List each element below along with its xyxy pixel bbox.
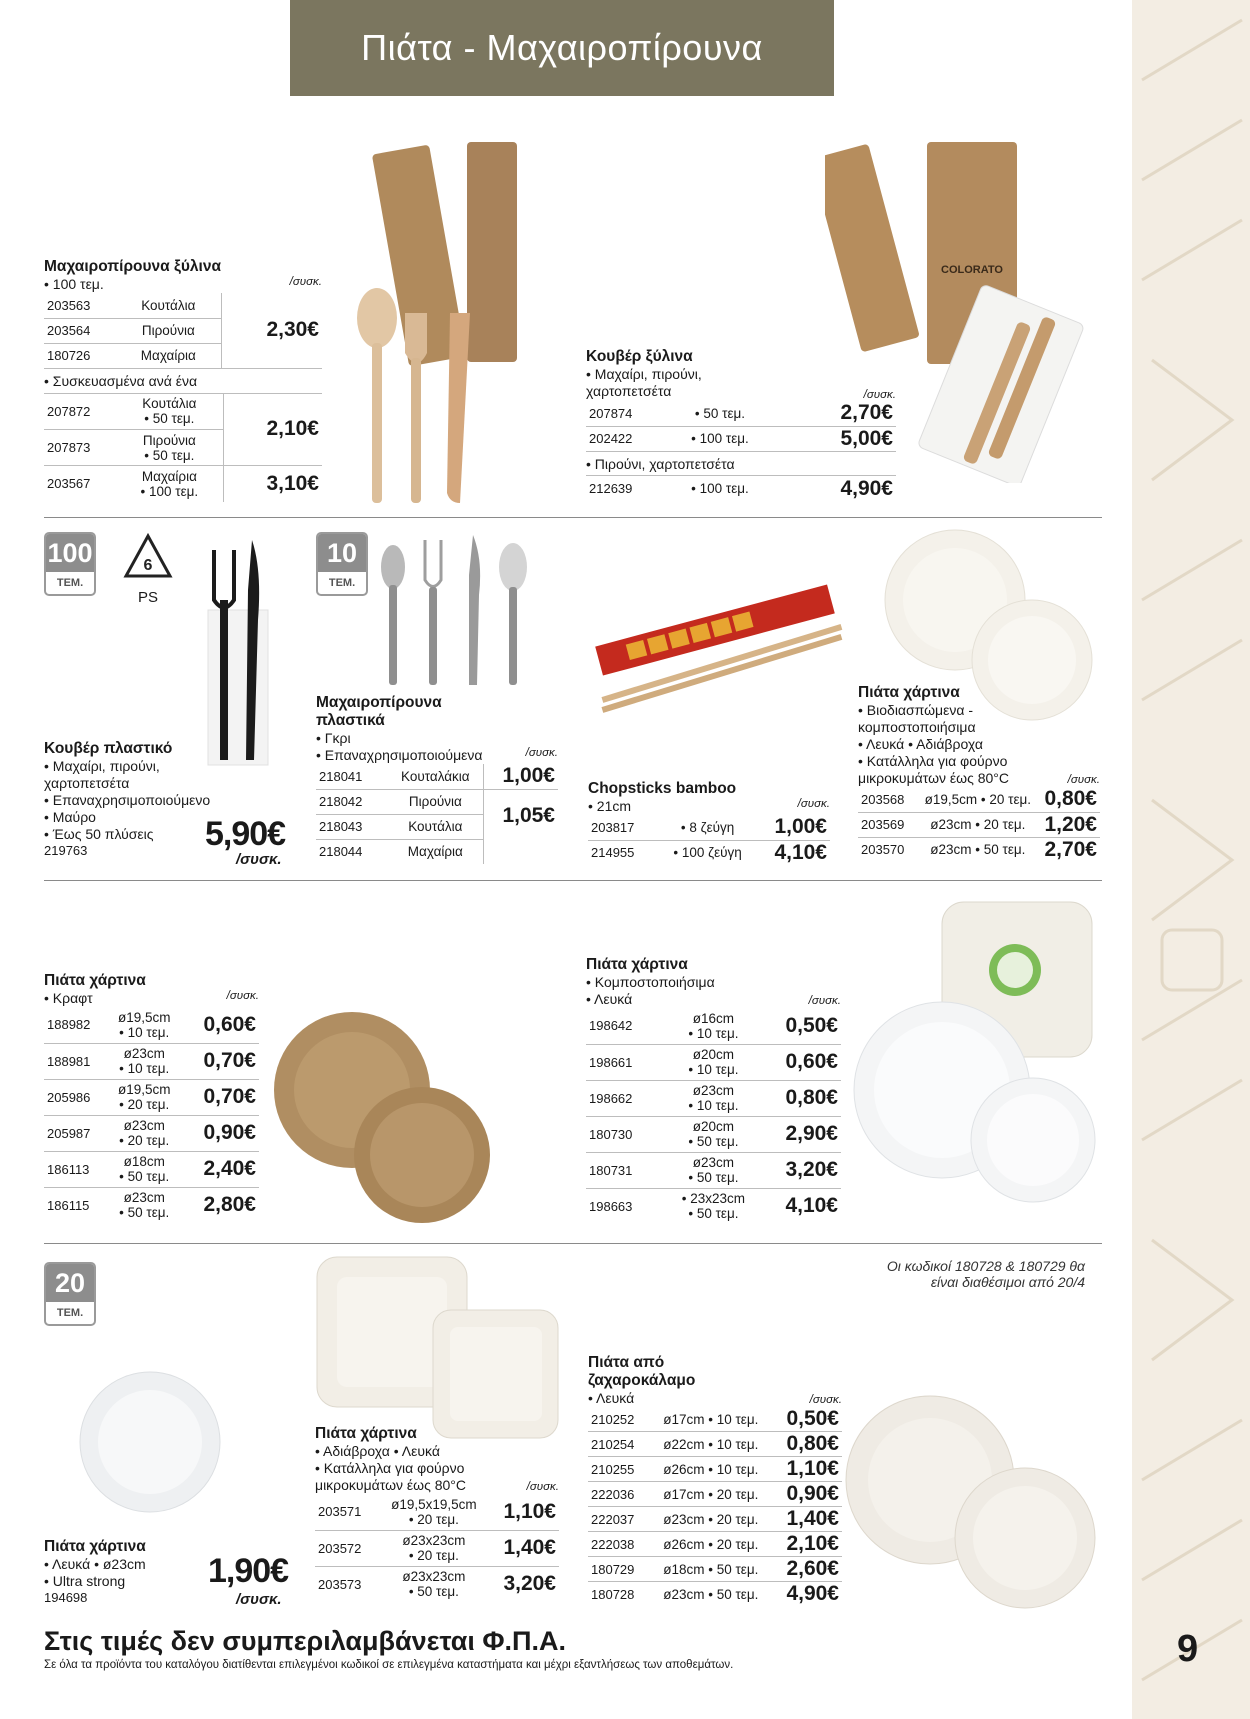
plastic-cutlery-section xyxy=(316,694,558,864)
badge-label: ΤΕΜ. xyxy=(56,577,84,589)
section-title: ζαχαροκάλαμο xyxy=(588,1372,696,1389)
product-qty xyxy=(379,1530,489,1566)
product-code: 222037 xyxy=(588,1507,650,1532)
price: 4,90€ xyxy=(840,476,893,500)
unit-label: /συσκ. xyxy=(289,276,322,288)
product-count: • 50 τεμ. xyxy=(688,1170,739,1185)
price-table xyxy=(44,293,322,369)
section-title: Πιάτα χάρτινα xyxy=(315,1425,417,1442)
table-row xyxy=(588,840,830,865)
product-code: 218042 xyxy=(316,789,388,814)
product-qty: ø26cm • 10 τεμ. xyxy=(650,1457,772,1482)
product-qty: ø17cm • 10 τεμ. xyxy=(650,1407,772,1432)
square-plates-section xyxy=(315,1425,559,1602)
table-row xyxy=(588,1407,842,1432)
product-code: 186113 xyxy=(44,1151,106,1187)
table-row xyxy=(586,1116,841,1152)
table-row xyxy=(316,789,558,814)
product-size: ø19,5x19,5cm xyxy=(391,1496,477,1512)
price: 0,50€ xyxy=(772,1407,842,1432)
product-code: 203570 xyxy=(861,842,905,858)
product-count: • 10 τεμ. xyxy=(119,1061,170,1076)
product-qty xyxy=(666,1188,761,1224)
table-row xyxy=(44,466,322,502)
table-row xyxy=(858,812,1100,837)
bullet: • Γκρι xyxy=(316,730,351,746)
kraft-plates-image xyxy=(272,1010,502,1225)
unit-label: /συσκ. xyxy=(526,1481,559,1493)
price: 0,80€ xyxy=(772,1432,842,1457)
product-count: • 20 τεμ. xyxy=(119,1133,170,1148)
unit-label: /συσκ. xyxy=(525,747,558,759)
product-size: ø16cm xyxy=(692,1010,735,1026)
product-qty: • 100 τεμ. xyxy=(691,481,749,496)
product-size: ø23x23cm xyxy=(402,1569,466,1585)
product-size: ø23cm xyxy=(692,1083,735,1098)
availability-note xyxy=(770,1258,1085,1290)
product-qty xyxy=(379,1566,489,1602)
price-table xyxy=(44,1007,259,1223)
table-row xyxy=(588,1457,842,1482)
product-code: 222036 xyxy=(588,1482,650,1507)
product-qty xyxy=(666,1080,761,1116)
product-code: 203573 xyxy=(318,1576,362,1592)
product-code: 203568 xyxy=(858,787,918,812)
product-qty: • 8 ζεύγη xyxy=(660,815,755,840)
product-size: ø23x23cm xyxy=(402,1533,466,1548)
product-code: 210254 xyxy=(588,1432,650,1457)
product-code: 198661 xyxy=(586,1044,666,1080)
product-code: 205986 xyxy=(44,1079,106,1115)
price-table xyxy=(588,815,830,865)
brand-label: COLORATO xyxy=(941,264,1003,276)
product-desc: Πιρούνια xyxy=(116,318,221,343)
table-row xyxy=(586,476,896,502)
price: 1,00€ xyxy=(755,815,830,840)
section-title: πλαστικά xyxy=(316,712,385,729)
price-table xyxy=(316,764,558,864)
unit-label: /συσκ. xyxy=(808,995,841,1007)
product-code: 212639 xyxy=(589,481,633,496)
bullet: κομποστοποιήσιμα xyxy=(858,719,976,735)
bullet: • Επαναχρησιμοποιούμενα xyxy=(316,747,483,763)
price: 2,40€ xyxy=(182,1151,259,1187)
price: 5,00€ xyxy=(782,426,896,451)
kraft-plates-section xyxy=(44,972,259,1223)
table-row xyxy=(586,401,896,426)
bullet: • Κραφτ xyxy=(44,990,93,1006)
price: 0,60€ xyxy=(761,1044,841,1080)
product-code: 198663 xyxy=(589,1198,633,1214)
table-row xyxy=(316,764,558,789)
product-desc: Μαχαίρια xyxy=(116,343,221,368)
product-code: 210255 xyxy=(588,1457,650,1482)
product-qty xyxy=(106,1007,182,1043)
table-row xyxy=(586,1008,841,1044)
price: 5,90€ xyxy=(205,815,286,853)
product-qty: ø23cm • 50 τεμ. xyxy=(663,1586,759,1602)
bullet: • Λευκά xyxy=(588,1390,635,1406)
table-row xyxy=(315,1566,559,1602)
product-size: ø23cm xyxy=(123,1190,165,1206)
price: 2,70€ xyxy=(1044,837,1097,861)
unit-label: /συσκ. xyxy=(236,1591,282,1608)
note-line: Οι κωδικοί 180728 & 180729 θα xyxy=(886,1258,1085,1274)
bullet: • Λευκά xyxy=(586,991,633,1007)
section-title: Μαχαιροπίρουνα xyxy=(316,694,442,711)
product-code: 198642 xyxy=(586,1008,666,1044)
bullet: μικροκυμάτων έως 80°C xyxy=(858,770,1009,786)
product-code: 203571 xyxy=(315,1494,379,1530)
product-qty xyxy=(106,1115,182,1151)
table-row xyxy=(858,787,1100,812)
bullet: • Μαύρο xyxy=(44,809,96,825)
price: 0,90€ xyxy=(772,1482,842,1507)
section-title: Πιάτα χάρτινα xyxy=(858,684,960,701)
product-desc: Κουταλάκια xyxy=(388,764,483,789)
price-table xyxy=(588,1407,842,1606)
product-code: 180728 xyxy=(591,1586,635,1602)
product-qty xyxy=(379,1494,489,1530)
product-code: 218043 xyxy=(316,814,388,839)
price: 4,10€ xyxy=(774,840,827,864)
product-desc: Κουτάλια xyxy=(116,293,221,318)
product-qty: ø17cm • 20 τεμ. xyxy=(650,1482,772,1507)
product-count: • 20 τεμ. xyxy=(119,1097,170,1112)
bullet: • Βιοδιασπώμενα - xyxy=(858,702,974,718)
product-size: ø23cm xyxy=(123,1118,165,1133)
price: 1,40€ xyxy=(772,1507,842,1532)
product-size: ø19,5cm xyxy=(117,1082,171,1097)
strong-plate-image xyxy=(78,1370,223,1515)
bullet: • Λευκά • Αδιάβροχα xyxy=(858,736,983,752)
product-qty: ø26cm • 20 τεμ. xyxy=(650,1532,772,1557)
badge-number: 10 xyxy=(318,534,366,572)
product-qty: ø23cm • 20 τεμ. xyxy=(918,812,1038,837)
product-count: • 50 τεμ. xyxy=(119,1169,170,1184)
product-code: 180726 xyxy=(44,343,116,368)
product-qty xyxy=(106,1151,182,1187)
product-count: • 10 τεμ. xyxy=(119,1024,170,1040)
unit-label: /συσκ. xyxy=(863,389,896,401)
product-qty: ø22cm • 10 τεμ. xyxy=(650,1432,772,1457)
bullet: • Μαχαίρι, πιρούνι, xyxy=(586,366,702,382)
bio-plates-section xyxy=(858,684,1100,862)
decorative-side-strip xyxy=(1132,0,1250,1719)
bullet: • 100 τεμ. xyxy=(44,276,104,292)
product-qty: ø23cm • 50 τεμ. xyxy=(930,842,1026,858)
bullet: • Συσκευασμένα ανά ένα xyxy=(44,369,322,394)
product-size: ø23cm xyxy=(692,1155,735,1170)
section-title: Πιάτα από xyxy=(588,1354,665,1371)
section-title: Κουβέρ ξύλινα xyxy=(586,348,693,365)
price-table xyxy=(858,787,1100,862)
unit-label: /συσκ. xyxy=(1067,774,1100,786)
badge-number: 20 xyxy=(46,1264,94,1302)
product-size: ø19,5cm xyxy=(117,1009,171,1025)
page-number: 9 xyxy=(1177,1628,1199,1670)
recycle-label: PS xyxy=(137,589,158,606)
product-code: 202422 xyxy=(586,426,658,451)
section-title: Κουβέρ πλαστικό xyxy=(44,740,173,757)
bullet: • Λευκά • ø23cm xyxy=(44,1556,146,1572)
product-desc: Μαχαίρια xyxy=(407,844,463,860)
table-row xyxy=(44,1115,259,1151)
price: 0,80€ xyxy=(1038,787,1100,812)
product-qty: ø23cm • 20 τεμ. xyxy=(650,1507,772,1532)
table-row xyxy=(586,426,896,451)
product-code: 203564 xyxy=(44,318,116,343)
bullet: • 21cm xyxy=(588,798,632,814)
badge-label: ΤΕΜ. xyxy=(328,577,356,589)
wooden-cutlery-image xyxy=(355,138,525,513)
bullet: • Ultra strong xyxy=(44,1573,126,1589)
product-code: 180729 xyxy=(588,1557,650,1582)
plastic-cutlery-image xyxy=(375,535,545,690)
product-desc: Μαχαίρια • 100 τεμ. xyxy=(140,468,199,499)
product-desc: Πιρούνια xyxy=(388,789,483,814)
wooden-cutlery-section xyxy=(44,258,322,502)
bullet: • Πιρούνι, χαρτοπετσέτα xyxy=(586,452,896,476)
price: 0,70€ xyxy=(182,1043,259,1079)
product-code: 188982 xyxy=(44,1007,106,1043)
price: 1,40€ xyxy=(489,1530,559,1566)
table-row xyxy=(44,1187,259,1223)
unit-label: /συσκ. xyxy=(226,990,259,1002)
product-qty xyxy=(106,1187,182,1223)
table-row xyxy=(588,1507,842,1532)
product-code: 203572 xyxy=(315,1530,379,1566)
price: 1,90€ xyxy=(208,1552,289,1590)
product-qty xyxy=(666,1152,761,1188)
product-qty: • 50 τεμ. xyxy=(658,401,782,426)
product-count: • 10 τεμ. xyxy=(688,1098,739,1113)
table-row xyxy=(44,1007,259,1043)
product-code: 203567 xyxy=(47,476,91,492)
product-count: • 50 τεμ. xyxy=(408,1584,459,1600)
table-row xyxy=(44,1079,259,1115)
vat-notice: Στις τιμές δεν συμπεριλαμβάνεται Φ.Π.Α. xyxy=(44,1626,567,1656)
table-row xyxy=(586,1152,841,1188)
table-row xyxy=(44,1151,259,1187)
table-row xyxy=(586,1080,841,1116)
table-row xyxy=(586,1044,841,1080)
table-row xyxy=(586,1188,841,1224)
table-row xyxy=(315,1530,559,1566)
product-qty xyxy=(666,1116,761,1152)
price: 0,60€ xyxy=(182,1007,259,1043)
price: 4,10€ xyxy=(785,1194,838,1218)
page-title: Πιάτα - Μαχαιροπίρουνα xyxy=(361,27,763,68)
product-code: 186115 xyxy=(47,1197,90,1213)
table-row xyxy=(588,815,830,840)
table-row xyxy=(588,1482,842,1507)
product-count: • 10 τεμ. xyxy=(688,1025,739,1041)
price-table xyxy=(586,401,896,452)
product-code: 194698 xyxy=(44,1590,88,1605)
table-row xyxy=(44,394,322,430)
product-code: 198662 xyxy=(586,1080,666,1116)
price: 3,10€ xyxy=(223,466,322,502)
product-size: ø18cm xyxy=(123,1154,165,1169)
product-count: • 50 τεμ. xyxy=(688,1134,739,1149)
compost-plates-section xyxy=(586,956,841,1224)
product-code: 203569 xyxy=(858,812,918,837)
wooden-cover-section xyxy=(586,348,896,502)
product-code: 205987 xyxy=(44,1115,106,1151)
product-code: 214955 xyxy=(591,845,635,861)
product-desc: Κουτάλια xyxy=(388,814,483,839)
product-code: 180731 xyxy=(586,1152,666,1188)
price: 4,90€ xyxy=(786,1582,839,1605)
product-code: 219763 xyxy=(44,843,88,858)
product-qty xyxy=(666,1008,761,1044)
plastic-cover-image xyxy=(200,540,275,770)
product-code: 218044 xyxy=(319,844,363,860)
section-divider xyxy=(44,880,1102,881)
sugarcane-plates-image xyxy=(845,1395,1103,1610)
price: 3,20€ xyxy=(761,1152,841,1188)
price: 1,20€ xyxy=(1038,812,1100,837)
product-code: 188981 xyxy=(44,1043,106,1079)
badge-label: ΤΕΜ. xyxy=(56,1307,84,1319)
price: 1,00€ xyxy=(483,764,558,789)
product-qty xyxy=(106,1079,182,1115)
bullet: χαρτοπετσέτα xyxy=(586,383,672,399)
price-table xyxy=(586,476,896,502)
section-divider xyxy=(44,517,1102,518)
product-code: 180730 xyxy=(586,1116,666,1152)
product-size: • 23x23cm xyxy=(681,1191,746,1207)
price: 2,90€ xyxy=(761,1116,841,1152)
product-qty: • 100 ζεύγη xyxy=(673,845,742,861)
product-code: 210252 xyxy=(588,1407,650,1432)
product-code: 218041 xyxy=(316,764,388,789)
product-desc: Κουτάλια • 50 τεμ. xyxy=(116,394,223,430)
price: 2,80€ xyxy=(203,1193,256,1217)
product-count: • 20 τεμ. xyxy=(408,1548,459,1563)
disclaimer: Σε όλα τα προϊόντα του καταλόγου διατίθενται επιλεγμένοι κωδικοί σε επιλεγμένα καταστήματα και μέχρι εξαντλήσεως των αποθεμάτων. xyxy=(44,1659,734,1671)
price-table xyxy=(315,1494,559,1602)
quantity-badge xyxy=(44,1262,96,1326)
product-qty xyxy=(106,1043,182,1079)
price: 0,90€ xyxy=(182,1115,259,1151)
bullet: μικροκυμάτων έως 80°C xyxy=(315,1477,466,1493)
page-header xyxy=(290,0,834,96)
product-size: ø20cm xyxy=(692,1119,735,1134)
product-code: 222038 xyxy=(588,1532,650,1557)
product-desc: Πιρούνια • 50 τεμ. xyxy=(116,430,223,466)
table-row xyxy=(588,1582,842,1607)
unit-label: /συσκ. xyxy=(797,798,830,810)
chopsticks-section xyxy=(588,780,830,865)
product-code: 203563 xyxy=(44,293,116,318)
price: 1,05€ xyxy=(483,789,558,864)
bullet: χαρτοπετσέτα xyxy=(44,775,130,791)
section-title: Πιάτα χάρτινα xyxy=(586,956,688,973)
bullet: • Αδιάβροχα • Λευκά xyxy=(315,1443,440,1459)
price: 2,10€ xyxy=(223,394,322,466)
price: 0,70€ xyxy=(182,1079,259,1115)
product-code: 203817 xyxy=(588,815,660,840)
sugarcane-plates-section xyxy=(588,1354,842,1606)
section-divider xyxy=(44,1243,1102,1244)
product-qty: ø19,5cm • 20 τεμ. xyxy=(918,787,1038,812)
note-line: είναι διαθέσιμοι από 20/4 xyxy=(930,1274,1085,1290)
product-count: • 50 τεμ. xyxy=(688,1206,739,1222)
product-qty: • 100 τεμ. xyxy=(658,426,782,451)
product-qty xyxy=(666,1044,761,1080)
section-title: Πιάτα χάρτινα xyxy=(44,972,146,989)
product-size: ø20cm xyxy=(692,1047,735,1062)
section-title: Μαχαιροπίρουνα ξύλινα xyxy=(44,258,221,275)
recycle-icon xyxy=(120,532,176,604)
unit-label: /συσκ. xyxy=(236,851,282,868)
table-row xyxy=(315,1494,559,1530)
bullet: • Κομποστοποιήσιμα xyxy=(586,974,715,990)
product-code: 207873 xyxy=(44,430,116,466)
price: 3,20€ xyxy=(503,1572,556,1596)
bullet: • Επαναχρησιμοποιούμενο xyxy=(44,792,211,808)
section-title: Chopsticks bamboo xyxy=(588,780,737,797)
price-table xyxy=(44,394,322,502)
price: 2,10€ xyxy=(772,1532,842,1557)
price-table xyxy=(586,1008,841,1224)
bullet: • Μαχαίρι, πιρούνι, xyxy=(44,758,160,774)
table-row xyxy=(588,1532,842,1557)
recycle-number: 6 xyxy=(143,557,153,574)
product-code: 207872 xyxy=(44,394,116,430)
price: 1,10€ xyxy=(772,1457,842,1482)
product-code: 207874 xyxy=(586,401,658,426)
price: 1,10€ xyxy=(489,1494,559,1530)
compost-plates-image xyxy=(850,900,1100,1205)
product-count: • 20 τεμ. xyxy=(408,1511,459,1527)
quantity-badge xyxy=(316,532,368,596)
badge-number: 100 xyxy=(46,534,94,572)
section-title: Πιάτα χάρτινα xyxy=(44,1538,146,1555)
chopsticks-image xyxy=(585,575,845,715)
quantity-badge xyxy=(44,532,96,596)
table-row xyxy=(44,1043,259,1079)
bullet: • Κατάλληλα για φούρνο xyxy=(858,753,1008,769)
price: 2,60€ xyxy=(772,1557,842,1582)
product-qty: ø18cm • 50 τεμ. xyxy=(650,1557,772,1582)
price: 2,70€ xyxy=(782,401,896,426)
product-count: • 50 τεμ. xyxy=(119,1205,170,1221)
table-row xyxy=(44,293,322,318)
bullet: • Έως 50 πλύσεις xyxy=(44,826,154,842)
product-count: • 10 τεμ. xyxy=(688,1062,739,1077)
product-size: ø23cm xyxy=(123,1046,165,1061)
table-row xyxy=(588,1432,842,1457)
bullet: • Κατάλληλα για φούρνο xyxy=(315,1460,465,1476)
unit-label: /συσκ. xyxy=(809,1394,842,1406)
table-row xyxy=(588,1557,842,1582)
price: 2,30€ xyxy=(221,293,322,368)
price: 0,50€ xyxy=(761,1008,841,1044)
table-row xyxy=(858,837,1100,862)
price: 0,80€ xyxy=(761,1080,841,1116)
